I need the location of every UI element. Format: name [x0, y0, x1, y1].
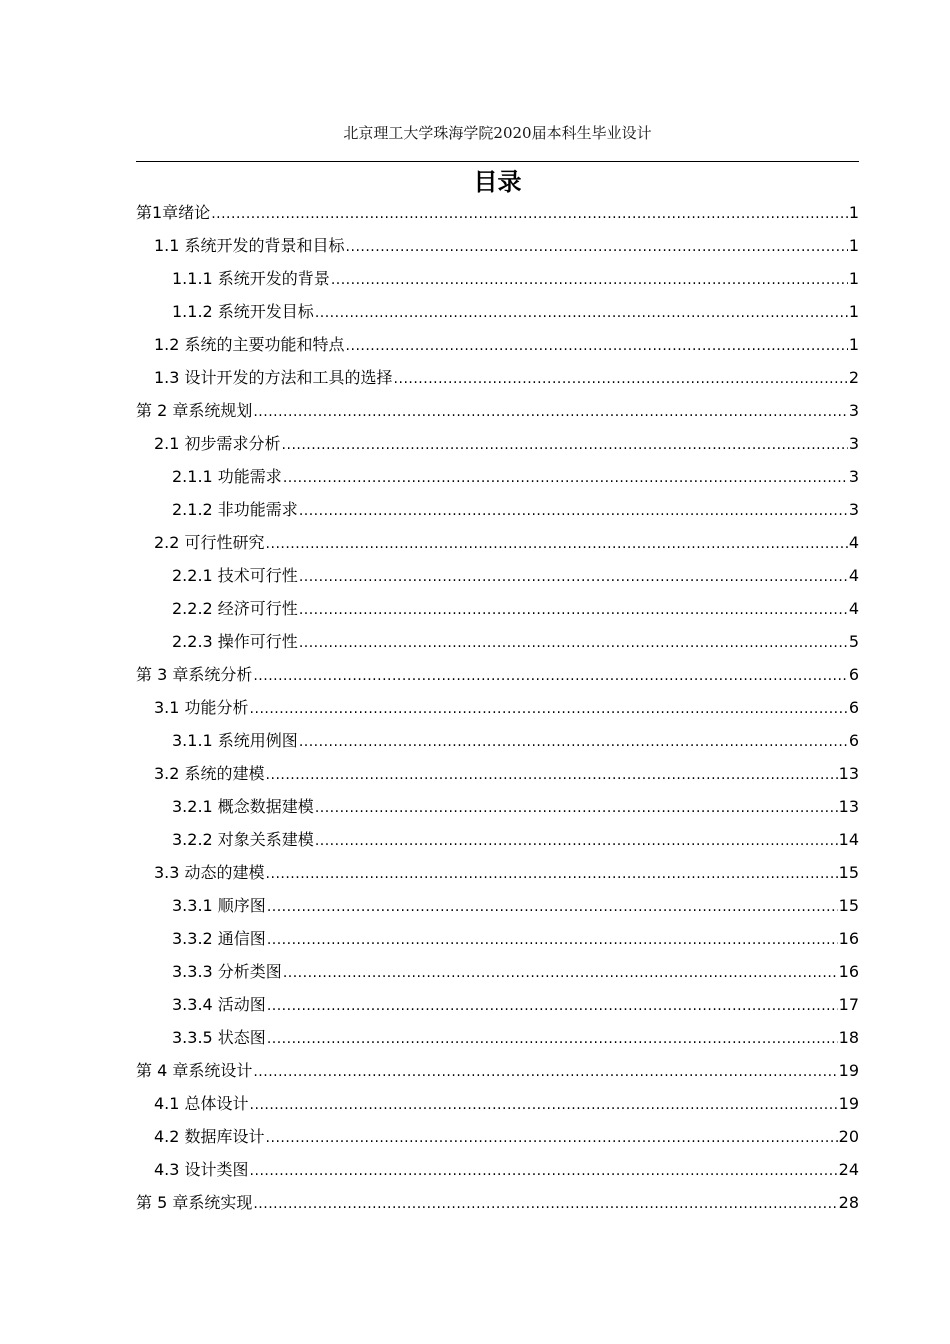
- toc-dot-leader: [266, 528, 848, 559]
- toc-dot-leader: [299, 627, 848, 658]
- toc-dot-leader: [250, 1155, 838, 1186]
- toc-dot-leader: [267, 924, 838, 955]
- toc-entry[interactable]: [136, 229, 859, 262]
- toc-entry-page-number: 3: [848, 467, 859, 486]
- toc-entry-label: 3.1.1 系统用例图: [172, 731, 298, 750]
- toc-entry-page-number: 1: [848, 236, 859, 255]
- toc-dot-leader: [299, 495, 848, 526]
- toc-entry[interactable]: [136, 757, 859, 790]
- toc-entry-label: 3.1 功能分析: [154, 698, 249, 717]
- toc-dot-leader: [250, 1089, 838, 1120]
- toc-entry[interactable]: [136, 955, 859, 988]
- toc-entry[interactable]: [136, 1054, 859, 1087]
- toc-entry-label: 2.1.1 功能需求: [172, 467, 282, 486]
- toc-entry-page-number: 16: [838, 929, 859, 948]
- toc-entry[interactable]: [136, 196, 859, 229]
- toc-entry[interactable]: [136, 823, 859, 856]
- toc-entry-page-number: 4: [848, 599, 859, 618]
- toc-entry-label: 3.3.3 分析类图: [172, 962, 282, 981]
- toc-dot-leader: [267, 990, 838, 1021]
- toc-entry-label: 3.2 系统的建模: [154, 764, 265, 783]
- toc-dot-leader: [331, 264, 848, 295]
- toc-entry[interactable]: [136, 1186, 859, 1219]
- toc-entry-label: 3.3.2 通信图: [172, 929, 266, 948]
- toc-title: 目录: [473, 168, 522, 196]
- toc-entry-page-number: 6: [848, 698, 859, 717]
- toc-entry-page-number: 20: [838, 1127, 859, 1146]
- toc-entry-label: 2.2.1 技术可行性: [172, 566, 298, 585]
- toc-entry[interactable]: [136, 526, 859, 559]
- toc-dot-leader: [266, 759, 838, 790]
- toc-entry-page-number: 2: [848, 368, 859, 387]
- page-header: 北京理工大学珠海学院2020届本科生毕业设计: [343, 124, 652, 142]
- toc-entry-page-number: 3: [848, 434, 859, 453]
- toc-entry-label: 第 3 章系统分析: [136, 665, 253, 684]
- toc-entry[interactable]: [136, 691, 859, 724]
- toc-dot-leader: [266, 858, 838, 889]
- toc-entry-label: 第 4 章系统设计: [136, 1061, 253, 1080]
- toc-entry-label: 3.2.2 对象关系建模: [172, 830, 314, 849]
- toc-entry[interactable]: [136, 460, 859, 493]
- toc-dot-leader: [253, 396, 847, 427]
- toc-list: [136, 196, 859, 1219]
- toc-entry-page-number: 19: [838, 1061, 859, 1080]
- toc-entry[interactable]: [136, 724, 859, 757]
- toc-entry[interactable]: [136, 295, 859, 328]
- toc-entry-label: 1.1 系统开发的背景和目标: [154, 236, 345, 255]
- toc-entry[interactable]: [136, 790, 859, 823]
- toc-entry[interactable]: [136, 262, 859, 295]
- toc-entry-page-number: 17: [838, 995, 859, 1014]
- toc-entry-page-number: 3: [848, 500, 859, 519]
- toc-dot-leader: [346, 330, 848, 361]
- toc-entry-label: 1.3 设计开发的方法和工具的选择: [154, 368, 393, 387]
- toc-entry-page-number: 28: [838, 1193, 859, 1212]
- toc-entry-page-number: 6: [848, 665, 859, 684]
- toc-dot-leader: [394, 363, 848, 394]
- toc-entry[interactable]: [136, 658, 859, 691]
- toc-entry-label: 4.1 总体设计: [154, 1094, 249, 1113]
- toc-entry-label: 3.3.4 活动图: [172, 995, 266, 1014]
- toc-entry-label: 3.3 动态的建模: [154, 863, 265, 882]
- toc-entry[interactable]: [136, 559, 859, 592]
- toc-dot-leader: [253, 660, 847, 691]
- toc-dot-leader: [315, 825, 838, 856]
- toc-dot-leader: [282, 429, 848, 460]
- toc-entry-page-number: 15: [838, 863, 859, 882]
- toc-entry-label: 1.2 系统的主要功能和特点: [154, 335, 345, 354]
- toc-entry-label: 2.2.2 经济可行性: [172, 599, 298, 618]
- toc-entry-page-number: 6: [848, 731, 859, 750]
- toc-entry[interactable]: [136, 592, 859, 625]
- header-rule: [136, 161, 859, 162]
- toc-entry-label: 4.3 设计类图: [154, 1160, 249, 1179]
- toc-entry-page-number: 1: [848, 269, 859, 288]
- toc-dot-leader: [250, 693, 848, 724]
- toc-dot-leader: [299, 561, 848, 592]
- toc-dot-leader: [346, 231, 848, 262]
- toc-dot-leader: [283, 957, 838, 988]
- toc-entry-label: 2.2.3 操作可行性: [172, 632, 298, 651]
- toc-entry-page-number: 24: [838, 1160, 859, 1179]
- toc-dot-leader: [253, 1056, 837, 1087]
- toc-dot-leader: [266, 1122, 838, 1153]
- toc-entry-page-number: 18: [838, 1028, 859, 1047]
- toc-entry[interactable]: [136, 1120, 859, 1153]
- toc-entry-page-number: 1: [848, 335, 859, 354]
- toc-entry[interactable]: [136, 493, 859, 526]
- toc-dot-leader: [299, 594, 848, 625]
- toc-entry-label: 2.1 初步需求分析: [154, 434, 281, 453]
- toc-dot-leader: [211, 198, 848, 229]
- toc-entry[interactable]: [136, 988, 859, 1021]
- toc-entry[interactable]: [136, 394, 859, 427]
- toc-entry-label: 2.1.2 非功能需求: [172, 500, 298, 519]
- toc-entry[interactable]: [136, 1021, 859, 1054]
- toc-dot-leader: [283, 462, 848, 493]
- toc-dot-leader: [315, 297, 848, 328]
- toc-entry-page-number: 1: [848, 203, 859, 222]
- toc-entry[interactable]: [136, 328, 859, 361]
- toc-entry-page-number: 15: [838, 896, 859, 915]
- toc-entry[interactable]: [136, 625, 859, 658]
- toc-entry-label: 3.3.1 顺序图: [172, 896, 266, 915]
- toc-entry-page-number: 19: [838, 1094, 859, 1113]
- toc-dot-leader: [299, 726, 848, 757]
- toc-entry-label: 第 5 章系统实现: [136, 1193, 253, 1212]
- toc-entry[interactable]: [136, 361, 859, 394]
- toc-entry[interactable]: [136, 889, 859, 922]
- toc-entry-label: 3.2.1 概念数据建模: [172, 797, 314, 816]
- toc-entry-label: 1.1.1 系统开发的背景: [172, 269, 330, 288]
- toc-entry[interactable]: [136, 922, 859, 955]
- toc-entry-page-number: 13: [838, 797, 859, 816]
- toc-entry-label: 4.2 数据库设计: [154, 1127, 265, 1146]
- toc-entry-page-number: 13: [838, 764, 859, 783]
- toc-entry[interactable]: [136, 1087, 859, 1120]
- toc-entry-page-number: 4: [848, 566, 859, 585]
- toc-dot-leader: [253, 1188, 837, 1219]
- toc-dot-leader: [267, 891, 838, 922]
- toc-entry-label: 3.3.5 状态图: [172, 1028, 266, 1047]
- toc-entry[interactable]: [136, 1153, 859, 1186]
- toc-dot-leader: [267, 1023, 838, 1054]
- toc-entry-page-number: 16: [838, 962, 859, 981]
- toc-entry-page-number: 3: [848, 401, 859, 420]
- toc-entry-label: 2.2 可行性研究: [154, 533, 265, 552]
- toc-entry-label: 1.1.2 系统开发目标: [172, 302, 314, 321]
- toc-entry[interactable]: [136, 427, 859, 460]
- toc-entry-label: 第 2 章系统规划: [136, 401, 253, 420]
- toc-entry-page-number: 4: [848, 533, 859, 552]
- toc-entry-page-number: 5: [848, 632, 859, 651]
- toc-dot-leader: [315, 792, 838, 823]
- toc-entry-page-number: 14: [838, 830, 859, 849]
- toc-entry-page-number: 1: [848, 302, 859, 321]
- toc-entry-label: 第1章绪论: [136, 203, 211, 222]
- toc-entry[interactable]: [136, 856, 859, 889]
